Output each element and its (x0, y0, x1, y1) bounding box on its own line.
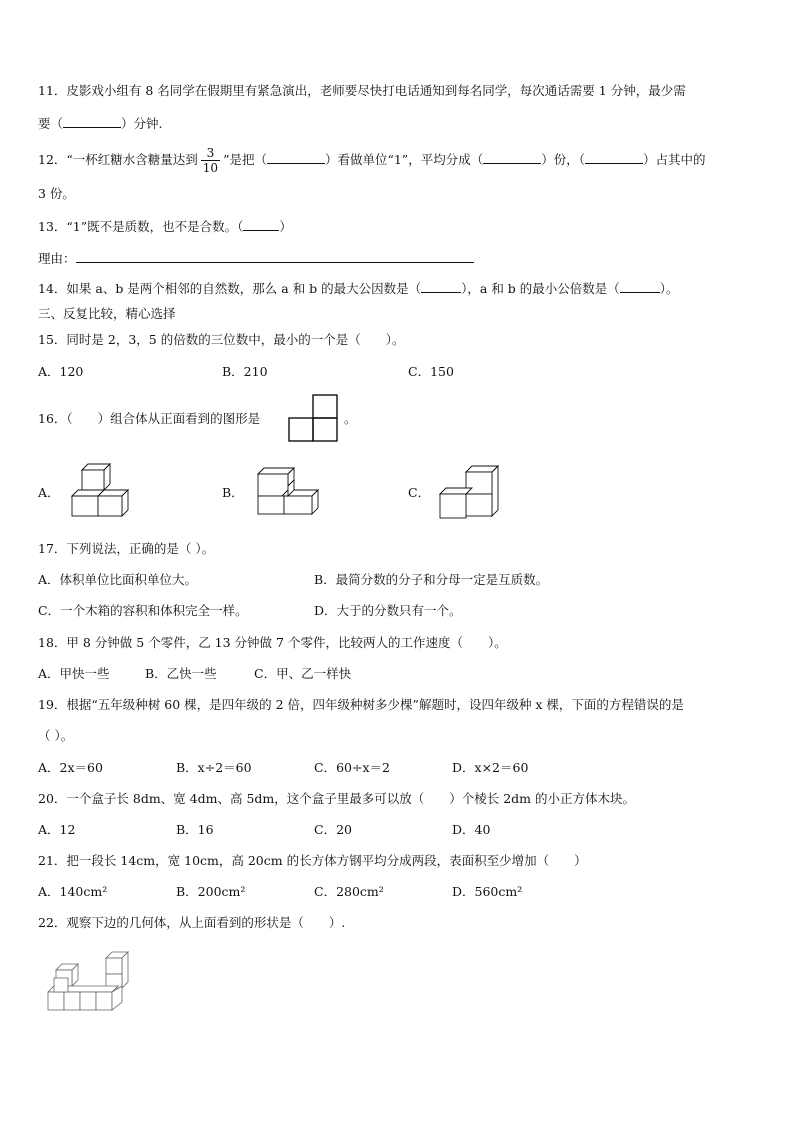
q12-pre: 12．“一杯红糖水含糖量达到 (38, 152, 198, 167)
q14-post: ）。 (659, 281, 679, 296)
q16-option-c-cubes (436, 464, 500, 522)
q12-post: ）占其中的 (642, 152, 706, 167)
q11-answer-blank[interactable] (63, 115, 121, 128)
q15-option-b[interactable]: B．210 (222, 364, 268, 379)
q21-stem: 21．把一段长 14cm，宽 10cm，高 20cm 的长方体方钢平均分成两段，表面积至少增加（ ） (38, 853, 587, 868)
q19-option-c[interactable]: C．60÷x＝2 (314, 760, 390, 775)
q16-stem-pre: 16．（ ）组合体从正面看到的图形是 (38, 411, 261, 426)
q16-option-a[interactable]: A． (38, 485, 60, 500)
q17-option-c[interactable]: C．一个木箱的容积和体积完全一样。 (38, 603, 248, 618)
q21-option-d[interactable]: D．560cm² (452, 884, 523, 899)
q15-stem: 15．同时是 2，3，5 的倍数的三位数中，最小的一个是（ ）。 (38, 332, 405, 347)
q14-mid: ），a 和 b 的最小公倍数是（ (461, 281, 620, 296)
fraction-numerator: 3 (201, 146, 220, 161)
q20-stem: 20．一个盒子长 8dm、宽 4dm、高 5dm，这个盒子里最多可以放（ ）个棱长 2dm 的小正方体木块。 (38, 791, 636, 806)
q21-option-c[interactable]: C．280cm² (314, 884, 384, 899)
q12-blank-2[interactable] (483, 151, 541, 164)
q11-pre: 要（ (38, 116, 64, 131)
q16-option-c[interactable]: C． (408, 485, 431, 500)
q13-blank[interactable] (243, 218, 279, 231)
q17-option-b[interactable]: B．最简分数的分子和分母一定是互质数。 (314, 572, 549, 587)
q12-mid3: ）份，（ (541, 152, 585, 167)
q21-option-b[interactable]: B．200cm² (176, 884, 246, 899)
q19-option-d[interactable]: D．x×2＝60 (452, 760, 529, 775)
q16-front-view-figure (288, 393, 340, 442)
q15-option-c[interactable]: C．150 (408, 364, 454, 379)
q16-option-a-cubes (70, 462, 130, 520)
q16-option-b-cubes (256, 466, 320, 518)
q16-stem (38, 410, 260, 428)
q22-stem: 22．观察下边的几何体，从上面看到的形状是（ ）. (38, 915, 346, 930)
q13-reason-label: 理由： (38, 251, 76, 266)
section-heading: 三、反复比较，精心选择 (38, 306, 176, 321)
q18-option-b[interactable]: B．乙快一些 (145, 666, 217, 681)
q16-stem-post: 。 (344, 411, 357, 426)
q11-post: ）分钟. (121, 116, 163, 131)
q12-line2: 3 份。 (38, 186, 75, 201)
q14-pre: 14．如果 a、b 是两个相邻的自然数，那么 a 和 b 的最大公因数是（ (38, 281, 422, 296)
q13-post: ） (279, 219, 292, 234)
q12-fraction (201, 146, 220, 175)
q22-solid-figure (44, 950, 134, 1014)
q19-option-b[interactable]: B．x÷2＝60 (176, 760, 252, 775)
q18-stem: 18．甲 8 分钟做 5 个零件，乙 13 分钟做 7 个零件，比较两人的工作速度（ ）。 (38, 635, 507, 650)
q19-line1: 19．根据“五年级种树 60 棵，是四年级的 2 倍，四年级种树多少棵”解题时，设四年级种 x 棵，下面的方程错误的是 (38, 697, 684, 712)
q11-line2 (38, 115, 163, 133)
q13-stem (38, 218, 292, 236)
q20-option-a[interactable]: A．12 (38, 822, 76, 837)
q14-stem (38, 280, 679, 298)
q17-option-d[interactable]: D．大于的分数只有一个。 (314, 603, 462, 618)
q12-mid2: ）看做单位“1”，平均分成（ (324, 152, 484, 167)
q12-blank-1[interactable] (267, 151, 325, 164)
q14-blank-2[interactable] (620, 280, 660, 293)
q12-blank-3[interactable] (585, 151, 643, 164)
q11-line1: 11．皮影戏小组有 8 名同学在假期里有紧急演出，老师要尽快打电话通知到每名同学，每次通话需要 1 分钟，最少需 (38, 83, 686, 98)
q13-reason (38, 250, 474, 268)
q14-blank-1[interactable] (421, 280, 461, 293)
q20-option-b[interactable]: B．16 (176, 822, 214, 837)
q13-reason-blank[interactable] (76, 250, 474, 263)
q12-line1 (38, 146, 705, 175)
q18-option-a[interactable]: A．甲快一些 (38, 666, 110, 681)
q16-option-b[interactable]: B． (222, 485, 244, 500)
q19-line2: （ ）。 (38, 728, 74, 743)
q15-option-a[interactable]: A．120 (38, 364, 84, 379)
q17-stem: 17．下列说法，正确的是（ ）。 (38, 541, 215, 556)
q20-option-c[interactable]: C．20 (314, 822, 352, 837)
fraction-denominator: 10 (202, 161, 219, 175)
q20-option-d[interactable]: D．40 (452, 822, 491, 837)
q21-option-a[interactable]: A．140cm² (38, 884, 108, 899)
q19-option-a[interactable]: A．2x＝60 (38, 760, 103, 775)
q13-pre: 13．“1”既不是质数，也不是合数。（ (38, 219, 244, 234)
q18-option-c[interactable]: C．甲、乙一样快 (254, 666, 352, 681)
q17-option-a[interactable]: A．体积单位比面积单位大。 (38, 572, 198, 587)
q12-mid1: ”是把（ (223, 152, 267, 167)
